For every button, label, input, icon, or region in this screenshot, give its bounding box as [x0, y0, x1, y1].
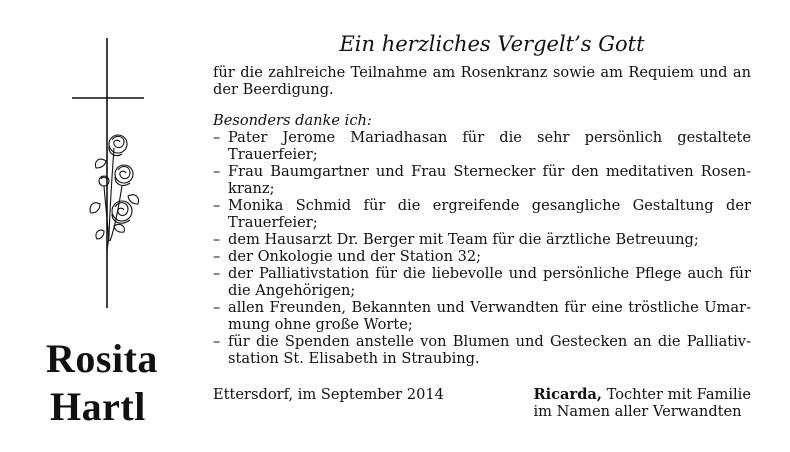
list-item: – für die Spenden anstelle von Blumen und Gestecken an die Palliativstation St. Elisabeth in Straubing. — [213, 333, 751, 367]
signature-name: Ricarda, — [533, 386, 602, 403]
roses-icon — [90, 135, 139, 251]
first-name: Rosita — [46, 336, 158, 381]
list-dash: – — [213, 299, 221, 316]
list-item: – allen Freunden, Bekannten und Verwandten für eine tröstliche Umarmung ohne große Worte; — [213, 299, 751, 333]
signature — [534, 386, 752, 420]
list-dash: – — [213, 265, 221, 282]
last-name: Hartl — [50, 384, 146, 429]
thanks-list — [213, 129, 751, 367]
list-item: – der Palliativstation für die liebevolle und persönliche Pflege auch für die Angehörigen; — [213, 265, 751, 299]
place-date: Ettersdorf, im September 2014 — [213, 386, 444, 403]
thanks-title: Besonders danke ich: — [213, 112, 372, 129]
intro-text: für die zahlreiche Teilnahme am Rosenkranz sowie am Requiem und an der Beerdigung. — [213, 64, 751, 98]
signature-relation: Tochter mit Familie — [606, 386, 751, 403]
left-column — [0, 0, 210, 452]
list-dash: – — [213, 248, 221, 265]
list-dash: – — [213, 231, 221, 248]
list-item: – der Onkologie und der Station 32; — [213, 248, 482, 265]
list-item: – Monika Schmid für die ergreifende gesangliche Gestaltung der Trauerfeier; — [213, 197, 751, 231]
heading: Ein herzliches Vergelt’s Gott — [339, 32, 645, 56]
cross-icon — [60, 36, 160, 326]
message-column — [213, 30, 751, 367]
list-dash: – — [213, 333, 221, 350]
list-item: – Frau Baumgartner und Frau Sternecker für den meditativen Rosenkranz; — [213, 163, 751, 197]
list-dash: – — [213, 197, 221, 214]
list-dash: – — [213, 129, 221, 146]
list-dash: – — [213, 163, 221, 180]
signature-line2: im Namen aller Verwandten — [533, 403, 742, 420]
list-item: – dem Hausarzt Dr. Berger mit Team für die ärztliche Betreuung; — [213, 231, 699, 248]
list-item: – Pater Jerome Mariadhasan für die sehr persönlich gestaltete Trauerfeier; — [213, 129, 751, 163]
